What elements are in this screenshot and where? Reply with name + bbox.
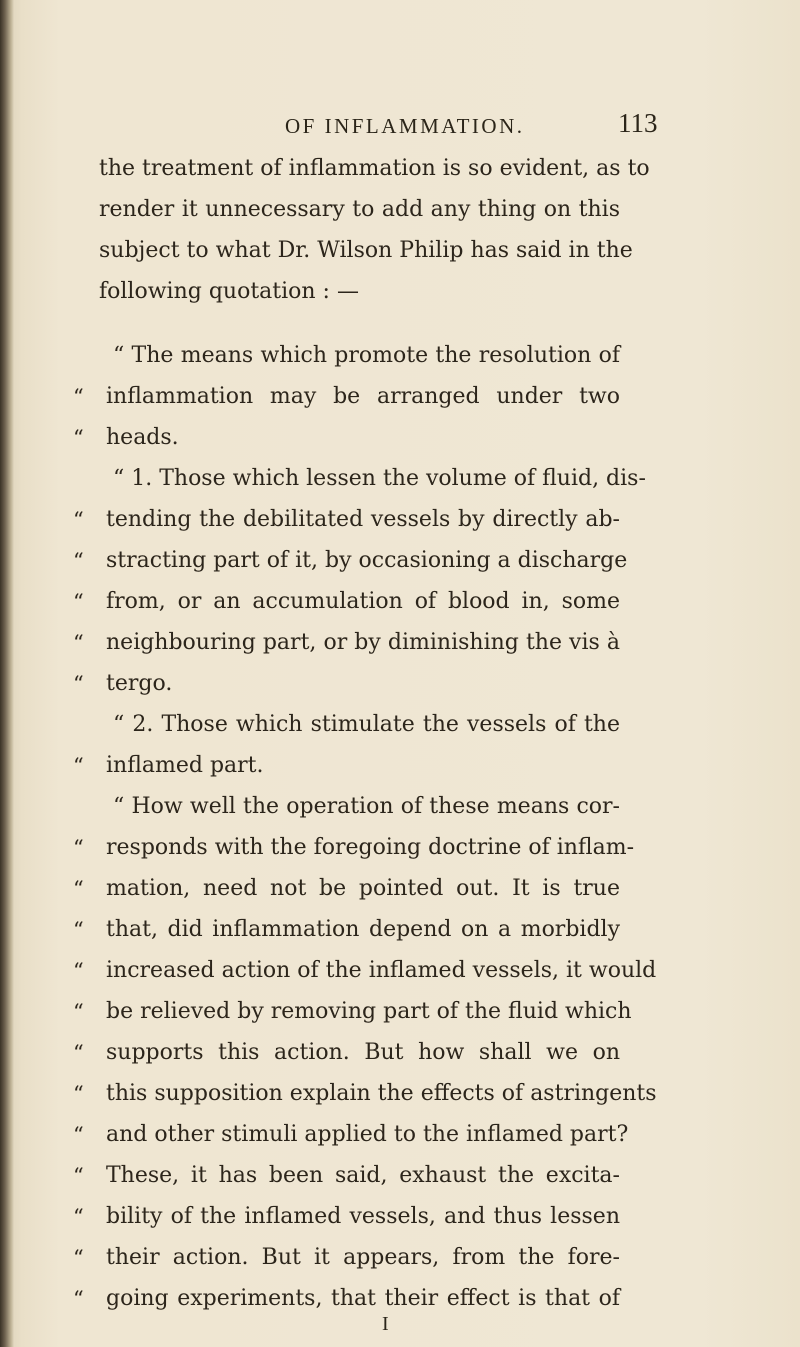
text-line (0, 190, 800, 230)
quote-mark: “ (73, 1000, 84, 1024)
text-line (0, 231, 800, 271)
page-number: 113 (618, 108, 658, 138)
line-text: bility of the inflamed vessels, and thus lessen (106, 1204, 620, 1229)
line-text: mation, need not be pointed out. It is true (106, 876, 620, 901)
quote-line (0, 1197, 800, 1237)
quote-mark: “ (73, 672, 84, 696)
quote-line (0, 500, 800, 540)
signature-mark: I (382, 1313, 389, 1335)
quote-line (0, 1156, 800, 1196)
line-text: “ The means which promote the resolution of (113, 343, 620, 368)
quote-line (0, 664, 800, 704)
quote-mark: “ (73, 1205, 84, 1229)
quote-mark: “ (73, 1164, 84, 1188)
quote-line (0, 1279, 800, 1319)
quote-line (0, 582, 800, 622)
quote-mark: “ (73, 1287, 84, 1311)
quote-mark: “ (73, 754, 84, 778)
line-text: heads. (106, 425, 179, 450)
line-text: These, it has been said, exhaust the excita- (106, 1163, 620, 1188)
quote-mark: “ (73, 590, 84, 614)
text-line (0, 149, 800, 189)
quote-line (0, 787, 800, 827)
line-text: their action. But it appears, from the fore- (106, 1245, 620, 1270)
line-text: tending the debilitated vessels by directly ab- (106, 507, 620, 532)
quote-mark: “ (73, 959, 84, 983)
quote-mark: “ (73, 385, 84, 409)
quote-line (0, 459, 800, 499)
line-text: tergo. (106, 671, 173, 696)
line-text: this supposition explain the effects of astringents (106, 1081, 657, 1106)
quote-line (0, 623, 800, 663)
line-text: inflamed part. (106, 753, 264, 778)
running-title: OF INFLAMMATION. (285, 114, 525, 138)
quote-mark: “ (73, 631, 84, 655)
quote-line (0, 869, 800, 909)
line-text: inflammation may be arranged under two (106, 384, 620, 409)
quote-mark: “ (73, 1123, 84, 1147)
quote-line (0, 1074, 800, 1114)
quote-mark: “ (73, 1082, 84, 1106)
quote-line (0, 377, 800, 417)
quote-mark: “ (73, 508, 84, 532)
line-text: render it unnecessary to add any thing on this (99, 197, 620, 222)
quote-mark: “ (73, 836, 84, 860)
line-text: subject to what Dr. Wilson Philip has said in the (99, 238, 633, 263)
line-text: responds with the foregoing doctrine of inflam- (106, 835, 635, 860)
quote-line (0, 828, 800, 868)
quote-line (0, 1033, 800, 1073)
line-text: and other stimuli applied to the inflamed part? (106, 1122, 629, 1147)
line-text: following quotation : — (99, 279, 359, 304)
quote-line (0, 910, 800, 950)
quote-mark: “ (73, 877, 84, 901)
line-text: from, or an accumulation of blood in, some (106, 589, 620, 614)
quote-line (0, 336, 800, 376)
quote-line (0, 541, 800, 581)
quote-line (0, 746, 800, 786)
line-text: increased action of the inflamed vessels, it would (106, 958, 657, 983)
line-text: that, did inflammation depend on a morbidly (106, 917, 620, 942)
line-text: neighbouring part, or by diminishing the vis à (106, 630, 620, 655)
quote-line (0, 951, 800, 991)
quote-line (0, 992, 800, 1032)
line-text: going experiments, that their effect is that of (106, 1286, 620, 1311)
quote-line (0, 705, 800, 745)
quote-mark: “ (73, 426, 84, 450)
line-text: “ 2. Those which stimulate the vessels of the (113, 712, 620, 737)
line-text: be relieved by removing part of the fluid which (106, 999, 632, 1024)
line-text: stracting part of it, by occasioning a discharge (106, 548, 628, 573)
page-header (0, 108, 800, 148)
quote-line (0, 1115, 800, 1155)
quote-mark: “ (73, 1041, 84, 1065)
quote-mark: “ (73, 1246, 84, 1270)
line-text: “ How well the operation of these means cor- (113, 794, 620, 819)
quote-line (0, 418, 800, 458)
line-text: supports this action. But how shall we on (106, 1040, 620, 1065)
line-text: the treatment of inflammation is so evident, as to (99, 156, 650, 181)
quote-mark: “ (73, 549, 84, 573)
line-text: “ 1. Those which lessen the volume of fluid, dis- (113, 466, 646, 491)
quote-mark: “ (73, 918, 84, 942)
quote-line (0, 1238, 800, 1278)
text-line (0, 272, 800, 312)
